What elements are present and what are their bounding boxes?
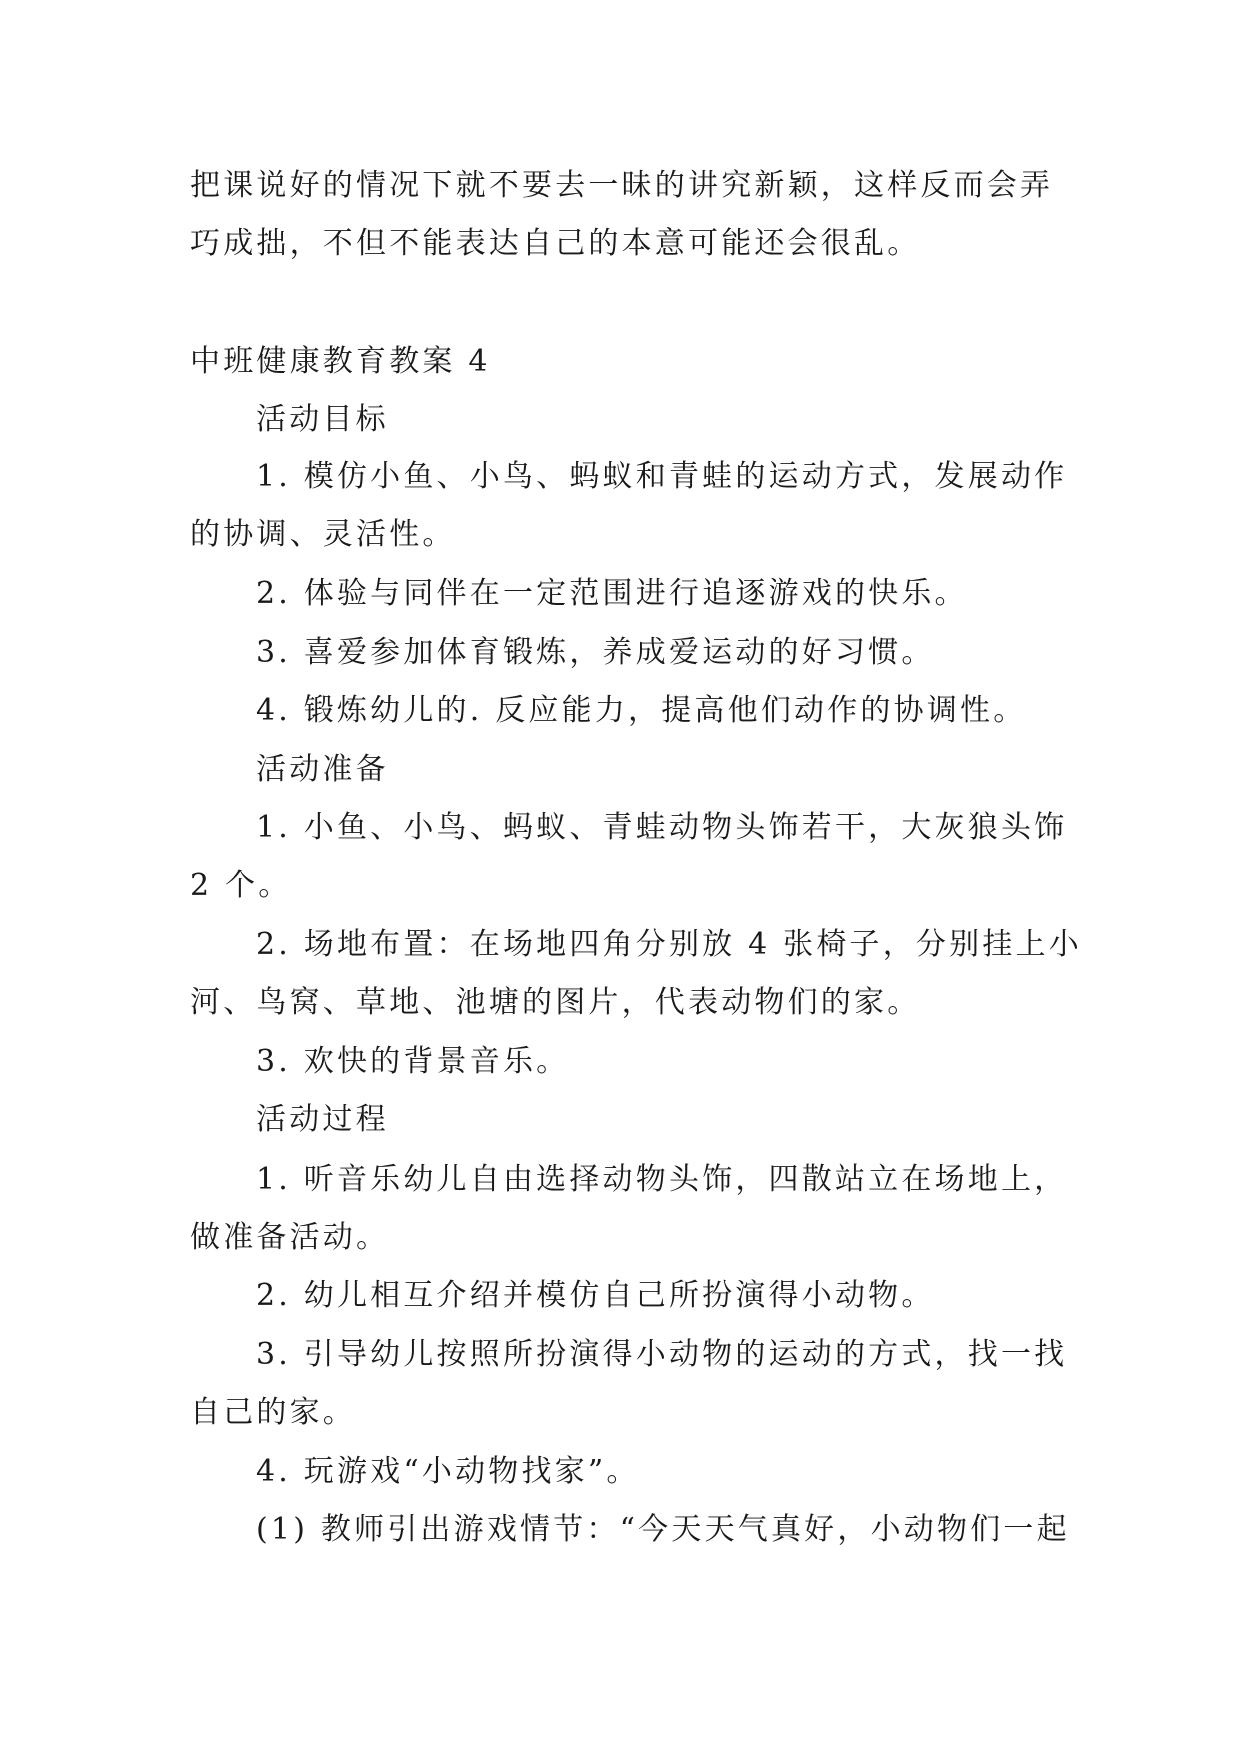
paragraph-line: 河、鸟窝、草地、池塘的图片，代表动物们的家。 xyxy=(190,985,921,1020)
paragraph-line: 2. 幼儿相互介绍并模仿自己所扮演得小动物。 xyxy=(256,1278,935,1313)
paragraph-line: 1. 小鱼、小鸟、蚂蚁、青蛙动物头饰若干，大灰狼头饰 xyxy=(256,810,1068,845)
section-heading: 中班健康教育教案 4 xyxy=(190,344,491,379)
paragraph-line: 1. 听音乐幼儿自由选择动物头饰，四散站立在场地上， xyxy=(256,1162,1068,1197)
paragraph-line: 巧成拙，不但不能表达自己的本意可能还会很乱。 xyxy=(190,226,921,261)
paragraph-line: 2. 体验与同伴在一定范围进行追逐游戏的快乐。 xyxy=(256,576,968,611)
paragraph-line: 的协调、灵活性。 xyxy=(190,517,456,552)
paragraph-line: 2. 场地布置：在场地四角分别放 4 张椅子，分别挂上小 xyxy=(256,927,1082,962)
paragraph-line: 把课说好的情况下就不要去一昧的讲究新颖，这样反而会弄 xyxy=(190,168,1054,203)
paragraph-line: 自己的家。 xyxy=(190,1395,356,1430)
paragraph-line: 1. 模仿小鱼、小鸟、蚂蚁和青蛙的运动方式，发展动作 xyxy=(256,459,1068,494)
paragraph-line: (1) 教师引出游戏情节：“今天天气真好，小动物们一起 xyxy=(256,1512,1070,1547)
paragraph-line: 3. 欢快的背景音乐。 xyxy=(256,1044,570,1079)
paragraph-line: 2 个。 xyxy=(190,868,292,903)
subheading-activity-goals: 活动目标 xyxy=(256,402,389,437)
paragraph-line: 做准备活动。 xyxy=(190,1220,390,1255)
paragraph-line: 3. 喜爱参加体育锻炼，养成爱运动的好习惯。 xyxy=(256,635,935,670)
subheading-activity-process: 活动过程 xyxy=(256,1102,389,1137)
paragraph-line: 4. 锻炼幼儿的. 反应能力，提高他们动作的协调性。 xyxy=(256,693,1027,728)
paragraph-line: 4. 玩游戏“小动物找家”。 xyxy=(256,1454,640,1489)
subheading-activity-preparation: 活动准备 xyxy=(256,752,389,787)
paragraph-line: 3. 引导幼儿按照所扮演得小动物的运动的方式，找一找 xyxy=(256,1337,1068,1372)
